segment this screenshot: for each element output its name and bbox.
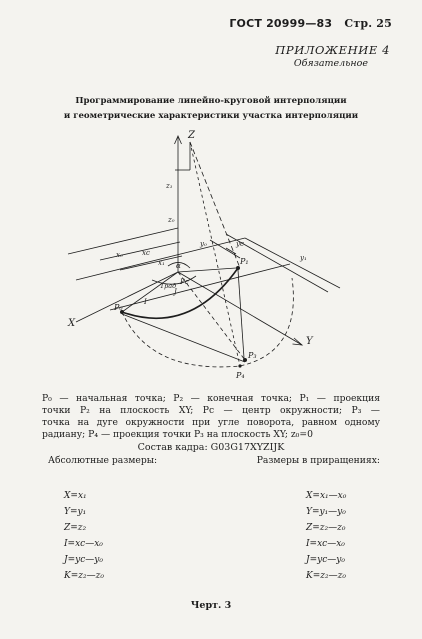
formula-item: J=yc—y₀ bbox=[306, 555, 345, 565]
legend-line-2: точки P₂ на плоскость XY; Pc — центр окружности; P₃ — bbox=[42, 405, 380, 416]
x1-label: x₁ bbox=[158, 259, 165, 267]
alpha-label: α bbox=[176, 262, 181, 270]
pc-label: Pc bbox=[180, 278, 189, 286]
absolute-heading: Абсолютные размеры: bbox=[48, 455, 158, 466]
legend-line-1: P₀ — начальная точка; P₂ — конечная точка; P₁ — проекция bbox=[42, 393, 380, 404]
p4-label: P₄ bbox=[236, 371, 245, 380]
legend-line-3: точка на дуге окружности при угле поворота, равном одному bbox=[42, 417, 380, 428]
formula-item: K=z₂—z₀ bbox=[306, 571, 346, 581]
figure-title-line-2: и геометрические характеристики участка интерполяции bbox=[63, 111, 359, 121]
formula-item: K=z₂—z₀ bbox=[64, 571, 104, 581]
figure-caption: Черт. 3 bbox=[190, 600, 232, 611]
x1-dimension-line bbox=[120, 256, 182, 270]
interpolation-arc bbox=[122, 268, 238, 318]
z1-label: z₁ bbox=[166, 182, 173, 190]
figure-title-line-1: Программирование линейно-круговой интерполяции bbox=[75, 96, 347, 106]
formula-item: I=xc—x₀ bbox=[306, 539, 345, 549]
increment-formulas bbox=[306, 488, 406, 584]
i-label: I bbox=[144, 298, 147, 306]
y1-label: y₁ bbox=[300, 254, 307, 262]
p1-p4-line bbox=[238, 270, 244, 358]
arc-1rad-label: 1рад bbox=[160, 282, 177, 290]
point-p4-dot bbox=[238, 364, 241, 367]
x-axis-label: X bbox=[68, 318, 76, 329]
vertical-p2-line bbox=[190, 142, 240, 268]
j-label: J bbox=[174, 288, 177, 296]
plane-edge-left bbox=[122, 314, 245, 362]
figure-legend bbox=[42, 393, 380, 441]
page-header bbox=[229, 17, 392, 30]
formula-item: Z=z₂ bbox=[64, 523, 87, 533]
frame-composition: Состав кадра: G03G17XYZIJK bbox=[137, 442, 285, 453]
formula-item: X=x₁—x₀ bbox=[306, 491, 347, 501]
appendix-subtitle: Обязательное bbox=[293, 58, 368, 69]
appendix-title: ПРИЛОЖЕНИЕ 4 bbox=[275, 43, 390, 57]
formula-item: I=xc—x₀ bbox=[64, 539, 103, 549]
increment-heading: Размеры в приращениях: bbox=[256, 455, 380, 466]
point-p3-dot bbox=[243, 358, 247, 362]
absolute-formulas bbox=[64, 488, 164, 584]
figure-title bbox=[0, 94, 422, 124]
formula-item: X=x₁ bbox=[64, 491, 87, 501]
x-axis-line bbox=[76, 272, 178, 322]
plane-edge-right bbox=[245, 238, 340, 288]
interpolation-diagram bbox=[40, 130, 380, 388]
formula-item: J=yc—y₀ bbox=[64, 555, 103, 565]
x0-dimension-line bbox=[68, 228, 178, 254]
y0-label: y₀ bbox=[200, 240, 207, 248]
formula-item: Z=z₂—z₀ bbox=[306, 523, 346, 533]
z-axis-label: Z bbox=[188, 130, 195, 141]
page-number: Стр. 25 bbox=[344, 17, 392, 30]
z0-label: z₀ bbox=[168, 216, 175, 224]
standard-number: ГОСТ 20999—83 bbox=[229, 17, 333, 30]
x0-label: x₀ bbox=[116, 251, 123, 259]
legend-line-4: радиану; P₄ — проекция точки P₃ на плоскость XY; z₀=0 bbox=[42, 429, 313, 440]
radius-p0 bbox=[122, 272, 178, 312]
xc-label: xc bbox=[142, 249, 150, 257]
y-axis-label: Y bbox=[306, 336, 313, 347]
radius-p1 bbox=[178, 268, 236, 272]
yc-label: yc bbox=[236, 240, 244, 248]
formula-item: Y=y₁ bbox=[64, 507, 87, 517]
plane-edge-front bbox=[110, 264, 290, 310]
y-axis-arrow bbox=[293, 338, 303, 345]
point-p1-dot bbox=[236, 266, 240, 270]
p1-label: P₁ bbox=[240, 257, 249, 266]
circle-projection bbox=[122, 278, 293, 367]
vertical-p3-line bbox=[190, 142, 240, 366]
p3-label: P₃ bbox=[248, 351, 257, 360]
formula-item: Y=y₁—y₀ bbox=[306, 507, 346, 517]
yc-dimension-line bbox=[226, 248, 236, 254]
p0-label: P₀ bbox=[114, 303, 123, 312]
